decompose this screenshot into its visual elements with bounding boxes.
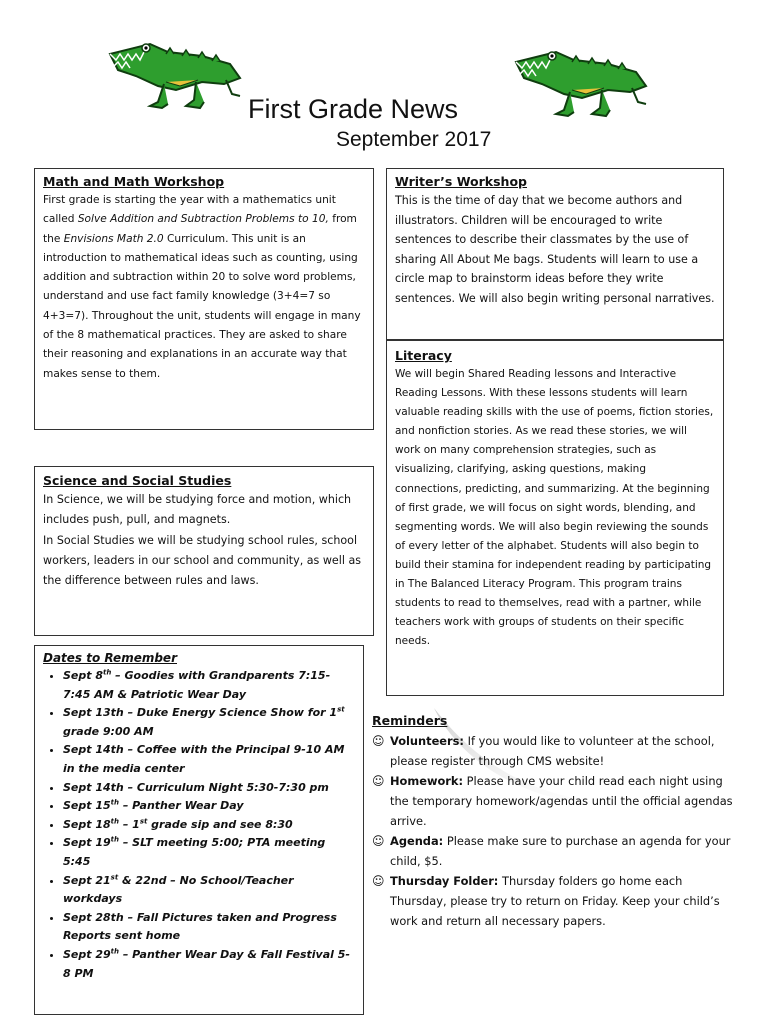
literacy-body: We will begin Shared Reading lessons and Interactive Reading Lessons. With these lessons students will learn valuable reading skills with the use of poems, fiction stories, and nonfiction stories. As we read these stories, we will work on many comprehension strategies, such as visualizing, clarifying, asking questions, making connections, predicting, and summarizing. At the beginning of first grade, we will focus on sight words, blending, and segmenting words. We will also begin reviewing the sounds of every letter of the alphabet. Students will also begin to build their stamina for independent reading by participating in The Balanced Literacy Program. This program trains students to read to themselves, read with a partner, while teachers work with groups of students on their specific needs. xyxy=(395,368,714,648)
newsletter-title: First Grade News xyxy=(248,94,459,124)
math-body xyxy=(43,191,365,384)
dates-list xyxy=(43,667,355,983)
math-unit-title: Solve Addition and Subtraction Problems to 10, xyxy=(77,213,329,226)
newsletter-date: September 2017 xyxy=(336,128,492,151)
math-text-1: First grade is starting the year with a mathematics unit called xyxy=(43,194,336,226)
alligator-right-illustration xyxy=(512,38,652,124)
social-studies-text: In Social Studies we will be studying school rules, school workers, leaders in our school and community, as well as the difference between rules and laws. xyxy=(43,533,362,588)
date-item: • Sept 28th – Fall Pictures taken and Progress Reports sent home xyxy=(63,909,355,946)
date-item: • Sept 18th – 1st grade sip and see 8:30 xyxy=(63,816,355,835)
reminders-list xyxy=(372,731,734,931)
math-text-3: Curriculum. This unit is an introduction to mathematical ideas such as counting, using addition and subtraction within 20 to solve word problems, understand and use fact family knowledge (3+4=7 so 4+3=7). Throughout the unit, students will engage in many of the 8 mathematical practices. They are asked to share their reasoning and explanations in an accurate way that makes sense to them. xyxy=(43,232,361,380)
reminder-item: ☺ Volunteers: If you would like to volunteer at the school, please register through CMS website! xyxy=(372,731,734,771)
math-curriculum-title: Envisions Math 2.0 xyxy=(63,232,164,245)
date-item: • Sept 21st & 22nd – No School/Teacher workdays xyxy=(63,872,355,909)
reminder-item: ☺ Agenda: Please make sure to purchase an agenda for your child, $5. xyxy=(372,831,734,871)
math-heading: Math and Math Workshop xyxy=(43,174,225,189)
literacy-section xyxy=(386,340,724,696)
literacy-heading: Literacy xyxy=(395,348,452,363)
date-item: • Sept 15th – Panther Wear Day xyxy=(63,797,355,816)
date-item: • Sept 13th – Duke Energy Science Show for 1st grade 9:00 AM xyxy=(63,704,355,741)
science-text: In Science, we will be studying force and motion, which includes push, pull, and magnets. xyxy=(43,493,352,527)
date-item: • Sept 29th – Panther Wear Day & Fall Festival 5-8 PM xyxy=(63,946,355,983)
date-item: • Sept 14th – Coffee with the Principal 9-10 AM in the media center xyxy=(63,741,355,778)
reminders-heading: Reminders xyxy=(372,713,448,728)
date-item: • Sept 8th – Goodies with Grandparents 7:15-7:45 AM & Patriotic Wear Day xyxy=(63,667,355,704)
science-social-studies-section xyxy=(34,466,374,636)
alligator-left-illustration xyxy=(106,30,246,116)
writers-workshop-section xyxy=(386,168,724,340)
writers-workshop-body: This is the time of day that we become authors and illustrators. Children will be encouraged to write sentences to describe their classmates by the use of sharing All About Me bags. Students will learn to use a circle map to brainstorm ideas before they write sentences. We will also begin writing personal narratives. xyxy=(395,194,715,305)
smiley-bullet-icon: ☺ xyxy=(372,834,385,848)
date-item: • Sept 19th – SLT meeting 5:00; PTA meeting 5:45 xyxy=(63,834,355,871)
smiley-bullet-icon: ☺ xyxy=(372,874,385,888)
reminder-item: ☺ Thursday Folder: Thursday folders go home each Thursday, please try to return on Friday. Keep your child’s work and return all necessary papers. xyxy=(372,871,734,931)
reminder-item: ☺ Homework: Please have your child read each night using the temporary homework/agendas until the official agendas arrive. xyxy=(372,771,734,831)
reminders-section xyxy=(372,713,734,931)
dates-to-remember-section xyxy=(34,645,364,1015)
smiley-bullet-icon: ☺ xyxy=(372,774,385,788)
dates-heading: Dates to Remember xyxy=(43,651,177,665)
writers-workshop-heading: Writer’s Workshop xyxy=(395,174,527,189)
science-heading: Science and Social Studies xyxy=(43,473,232,488)
math-text-2: from the xyxy=(43,213,357,245)
smiley-bullet-icon: ☺ xyxy=(372,734,385,748)
math-section xyxy=(34,168,374,430)
date-item: • Sept 14th – Curriculum Night 5:30-7:30 pm xyxy=(63,779,355,798)
